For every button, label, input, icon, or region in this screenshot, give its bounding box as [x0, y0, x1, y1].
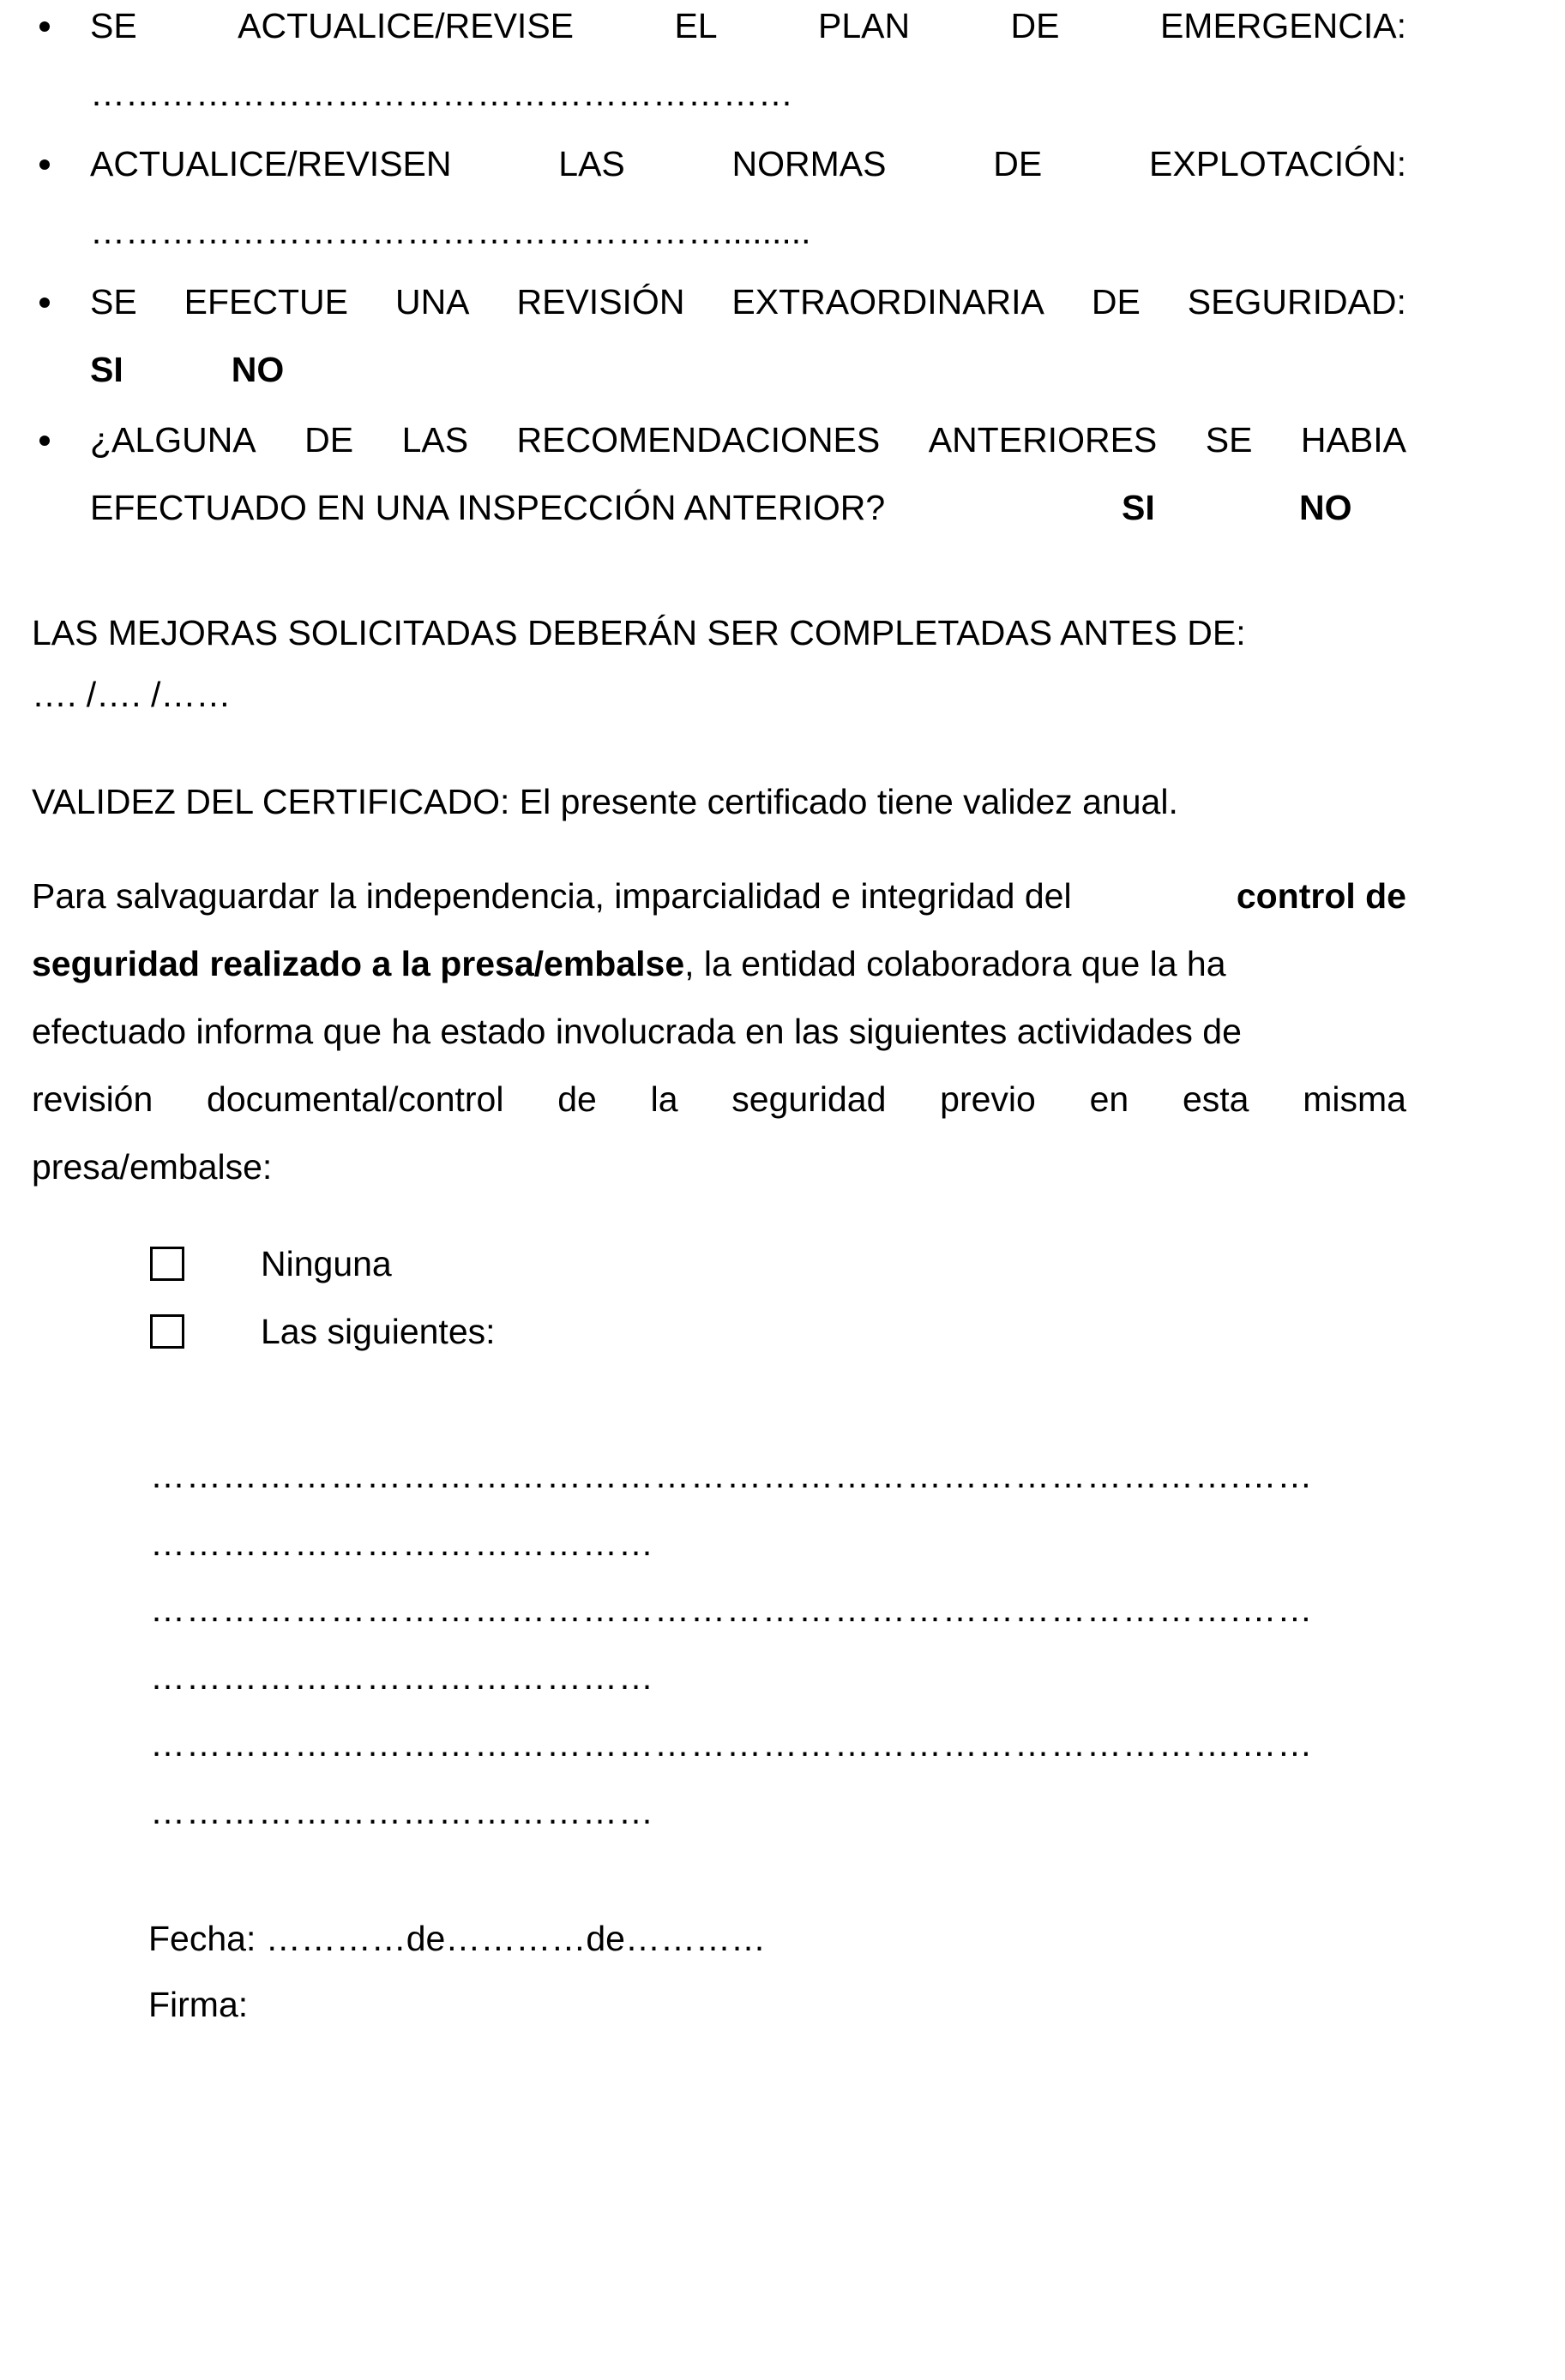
fill-line-short[interactable]: ……………………………………: [150, 1524, 654, 1563]
fill-line-short[interactable]: ……………………………………: [150, 1657, 654, 1697]
word: revisión: [32, 1079, 153, 1119]
fill-line-long[interactable]: ……………………………………………………………………………….……: [150, 1590, 1314, 1629]
mejoras-text: LAS MEJORAS SOLICITADAS DEBERÁN SER COMPLETADAS ANTES DE:: [32, 613, 1246, 652]
word: SE: [90, 6, 137, 45]
word: ANTERIORES: [928, 420, 1158, 460]
checkbox-ninguna[interactable]: [150, 1247, 184, 1281]
word: SEGURIDAD:: [1187, 282, 1406, 322]
question-text: EFECTUADO EN UNA INSPECCIÓN ANTERIOR?: [90, 488, 886, 527]
si-no-line: [90, 336, 1406, 404]
bold-text: seguridad realizado a la presa/embalse: [32, 944, 685, 983]
bullet-line: [90, 474, 1406, 542]
word: misma: [1303, 1079, 1406, 1119]
word: EXPLOTACIÓN:: [1149, 144, 1406, 183]
word: DE: [1091, 282, 1141, 322]
bullet-line: [90, 268, 1406, 336]
word: EL: [674, 6, 718, 45]
option-las-siguientes[interactable]: [150, 1306, 496, 1357]
line-text: Para salvaguardar la independencia, imparcialidad e integridad del: [32, 876, 1072, 916]
firma-label: Firma:: [148, 1985, 249, 2024]
word: la: [650, 1079, 678, 1119]
fill-line[interactable]: ……………………………………………………: [90, 74, 793, 113]
line-text: , la entidad colaboradora que la ha: [684, 944, 1226, 983]
bold-text: control de: [1236, 876, 1406, 916]
checkbox-las-siguientes[interactable]: [150, 1314, 184, 1349]
paragraph-line: [32, 930, 1406, 998]
word: PLAN: [818, 6, 911, 45]
word: ¿ALGUNA: [90, 420, 256, 460]
word: documental/control: [207, 1079, 504, 1119]
si-option[interactable]: SI: [1122, 488, 1155, 527]
list-item-revision-extraordinaria: [32, 268, 1406, 404]
word: LAS: [401, 420, 469, 460]
word: DE: [993, 144, 1043, 183]
validez-text: VALIDEZ DEL CERTIFICADO: El presente certificado tiene validez anual.: [32, 782, 1178, 821]
paragraph-line: [32, 1066, 1406, 1133]
word: previo: [940, 1079, 1036, 1119]
fill-line-long[interactable]: ……………………………………………………………………………….……: [150, 1724, 1314, 1764]
checkbox-label: Ninguna: [261, 1244, 392, 1283]
paragraph-line: efectuado informa que ha estado involucrada en las siguientes actividades de: [32, 1012, 1242, 1051]
fill-line-short[interactable]: ……………………………………: [150, 1792, 654, 1831]
si-option[interactable]: SI: [90, 350, 123, 389]
word: EMERGENCIA:: [1159, 6, 1406, 45]
word: SE: [90, 282, 137, 322]
word: UNA: [394, 282, 470, 322]
word: EXTRAORDINARIA: [731, 282, 1044, 322]
validez-paragraph: [32, 768, 1406, 836]
checkbox-label: Las siguientes:: [261, 1312, 496, 1351]
word: seguridad: [731, 1079, 887, 1119]
word: DE: [304, 420, 354, 460]
fill-line[interactable]: ……………………………………………….........: [90, 212, 811, 251]
word: RECOMENDACIONES: [516, 420, 881, 460]
bullet-line: [90, 130, 1406, 198]
word: en: [1089, 1079, 1129, 1119]
word: ACTUALICE/REVISE: [238, 6, 575, 45]
mejoras-date-field[interactable]: …. /…. /……: [32, 675, 232, 714]
list-item-recomendaciones-anteriores: [32, 406, 1406, 542]
bullet-icon: [39, 21, 50, 32]
word: EFECTUE: [184, 282, 349, 322]
list-item-plan-emergencia: [32, 0, 1406, 128]
no-option[interactable]: NO: [1299, 488, 1352, 527]
mejoras-paragraph: [32, 602, 1406, 725]
word: ACTUALICE/REVISEN: [90, 144, 452, 183]
line-text-combined: [32, 930, 1226, 998]
word: REVISIÓN: [516, 282, 685, 322]
word: de: [557, 1079, 597, 1119]
bullet-line: [90, 0, 1406, 60]
recommendations-list: [32, 0, 1406, 544]
word: DE: [1010, 6, 1060, 45]
fill-line-long[interactable]: ……………………………………………………………………………….……: [150, 1456, 1314, 1495]
option-ninguna[interactable]: [150, 1238, 392, 1289]
no-option[interactable]: NO: [231, 350, 285, 389]
fecha-field[interactable]: Fecha: …………de…………de…………: [148, 1919, 766, 1958]
word: NORMAS: [731, 144, 887, 183]
paragraph-line: [32, 862, 1406, 930]
word: LAS: [558, 144, 625, 183]
word: esta: [1182, 1079, 1249, 1119]
word: HABIA: [1300, 420, 1406, 460]
bullet-icon: [39, 159, 50, 170]
paragraph-line: presa/embalse:: [32, 1147, 273, 1187]
list-item-normas-explotacion: [32, 130, 1406, 266]
independencia-paragraph: [32, 862, 1406, 1201]
bullet-icon: [39, 436, 50, 446]
bullet-icon: [39, 298, 50, 308]
word: SE: [1205, 420, 1253, 460]
bullet-line: [90, 406, 1406, 474]
